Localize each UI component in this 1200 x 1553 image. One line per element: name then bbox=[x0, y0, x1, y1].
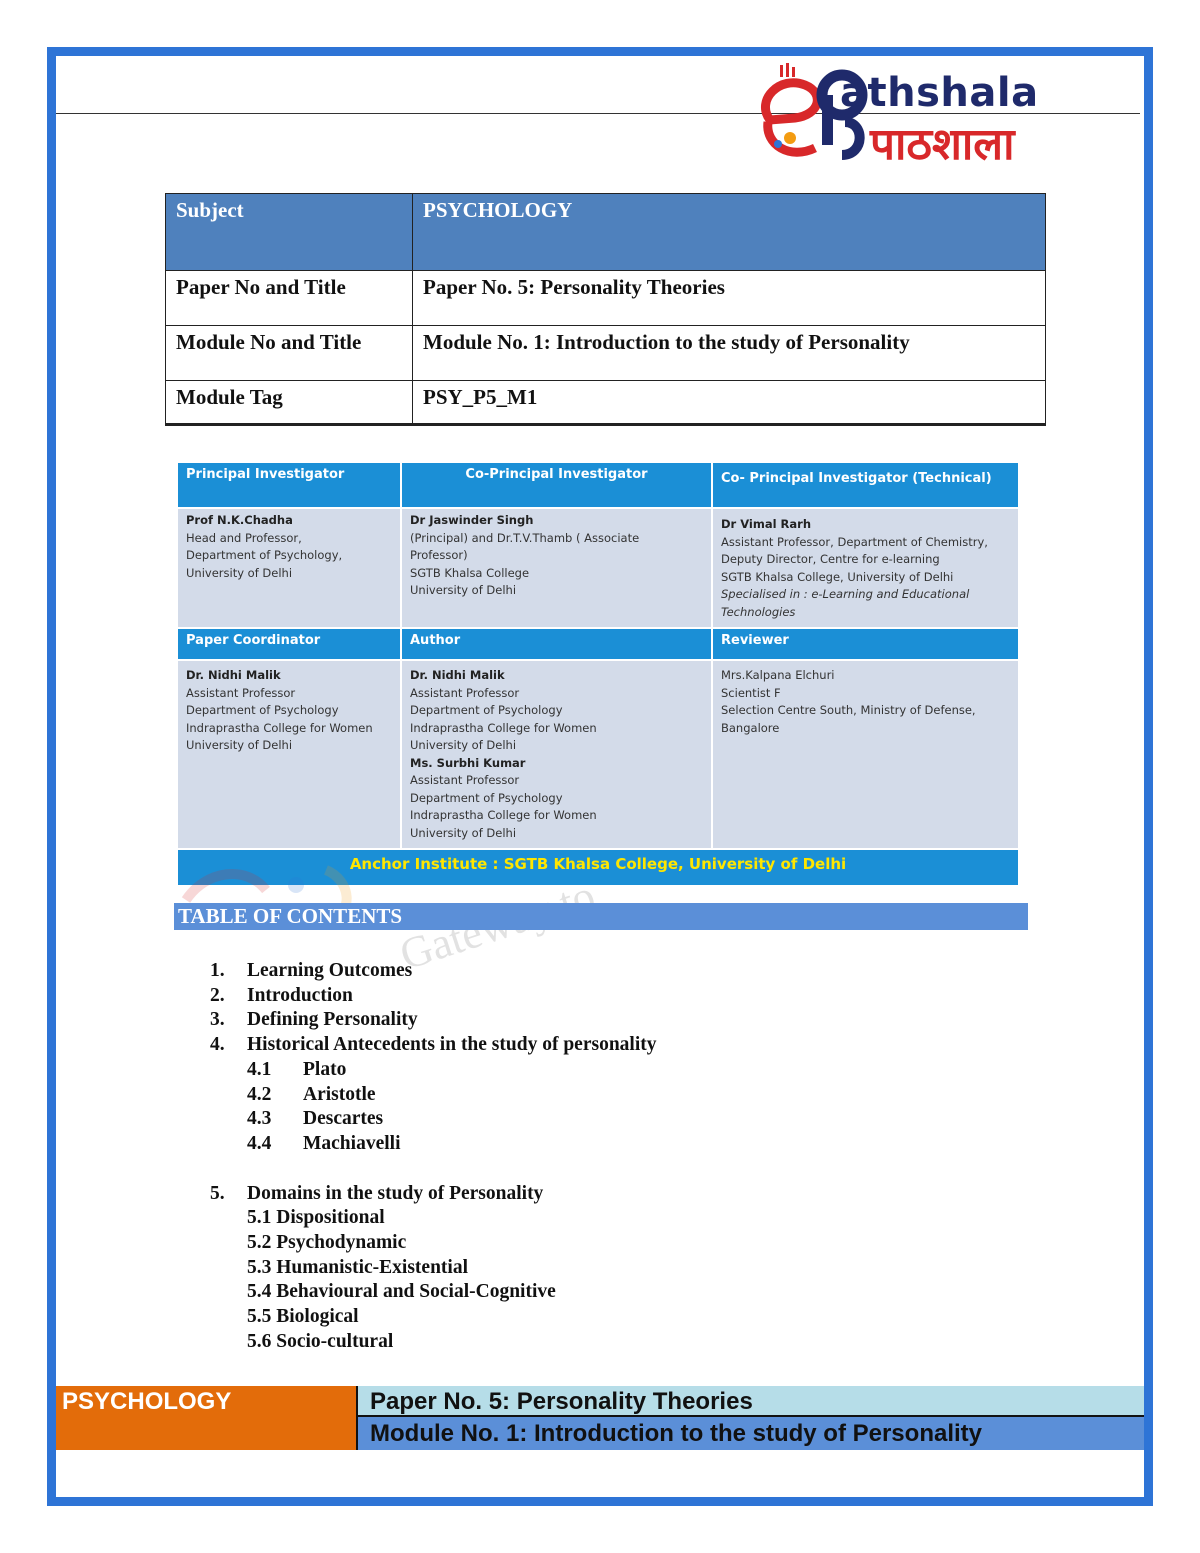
copi-tech-line: Deputy Director, Centre for e-learning bbox=[721, 552, 940, 566]
co-author-line: Indraprastha College for Women bbox=[410, 808, 597, 822]
table-of-contents bbox=[210, 959, 657, 1355]
pi-line: Department of Psychology, bbox=[186, 548, 343, 562]
co-author-line: Department of Psychology bbox=[410, 790, 563, 805]
toc-subitem[interactable] bbox=[210, 1083, 657, 1108]
author-name: Dr. Nidhi Malik bbox=[410, 668, 505, 682]
pi-line: University of Delhi bbox=[186, 565, 293, 580]
footer-subject: PSYCHOLOGY bbox=[56, 1386, 356, 1450]
row-label: Subject bbox=[166, 194, 413, 271]
toc-subitem-text: Descartes bbox=[303, 1108, 384, 1130]
toc-item-number: 2. bbox=[210, 984, 225, 1006]
toc-subitem[interactable] bbox=[210, 1132, 657, 1157]
copi-cell bbox=[401, 508, 712, 628]
author-heading: Author bbox=[401, 628, 712, 660]
toc-subitem[interactable]: 5.3 Humanistic-Existential bbox=[247, 1256, 469, 1278]
page-footer bbox=[56, 1386, 1144, 1450]
copi-tech-name: Dr Vimal Rarh bbox=[721, 517, 812, 531]
row-value: Paper No. 5: Personality Theories bbox=[413, 271, 1046, 326]
toc-item-text: Historical Antecedents in the study of personality bbox=[247, 1034, 657, 1056]
anchor-institute: Anchor Institute : SGTB Khalsa College, University of Delhi bbox=[177, 849, 1019, 886]
author-line: Assistant Professor bbox=[410, 685, 520, 700]
list-item[interactable] bbox=[210, 959, 657, 984]
pi-cell bbox=[177, 508, 401, 628]
copi-heading: Co-Principal Investigator bbox=[401, 462, 712, 508]
copi-tech-heading: Co- Principal Investigator (Technical) bbox=[712, 462, 1019, 508]
table-row bbox=[166, 381, 1046, 425]
copi-line: SGTB Khalsa College bbox=[410, 565, 530, 580]
co-author-line: Assistant Professor bbox=[410, 773, 520, 787]
credits-table bbox=[176, 461, 1020, 887]
toc-subitem-number: 4.4 bbox=[247, 1132, 272, 1154]
author-line: Department of Psychology bbox=[410, 703, 563, 717]
pi-heading: Principal Investigator bbox=[177, 462, 401, 508]
toc-item-text: Defining Personality bbox=[247, 1009, 418, 1031]
toc-subitem-text: Machiavelli bbox=[303, 1132, 401, 1154]
pi-line: Head and Professor, bbox=[186, 530, 302, 545]
coordinator-line: Indraprastha College for Women bbox=[186, 720, 373, 735]
toc-item-number: 1. bbox=[210, 960, 225, 981]
toc-spacer bbox=[210, 1157, 657, 1182]
reviewer-heading: Reviewer bbox=[712, 628, 1019, 660]
reviewer-line: Scientist F bbox=[721, 685, 781, 700]
toc-subitem[interactable]: 5.2 Psychodynamic bbox=[247, 1232, 407, 1254]
footer-module: Module No. 1: Introduction to the study of Personality bbox=[356, 1417, 1144, 1450]
coordinator-line: Assistant Professor bbox=[186, 685, 296, 700]
copi-tech-line: Assistant Professor, Department of Chemistry, bbox=[721, 534, 988, 549]
credits-body-row bbox=[177, 660, 1019, 849]
toc-subitem[interactable] bbox=[210, 1058, 657, 1083]
row-value: PSY_P5_M1 bbox=[413, 381, 1046, 425]
copi-tech-line: SGTB Khalsa College, University of Delhi bbox=[721, 569, 954, 584]
toc-subitem[interactable]: 5.6 Socio-cultural bbox=[247, 1330, 394, 1352]
coordinator-cell bbox=[177, 660, 401, 849]
list-item[interactable] bbox=[210, 1182, 657, 1207]
toc-subitem[interactable]: 5.5 Biological bbox=[247, 1306, 359, 1328]
copi-line: University of Delhi bbox=[410, 583, 517, 597]
table-row bbox=[166, 271, 1046, 326]
toc-item-number: 5. bbox=[210, 1182, 225, 1204]
coordinator-line: University of Delhi bbox=[186, 738, 293, 752]
reviewer-name: Mrs.Kalpana Elchuri bbox=[721, 668, 835, 682]
row-label: Paper No and Title bbox=[166, 271, 413, 326]
copi-tech-cell bbox=[712, 508, 1019, 628]
table-row bbox=[166, 194, 1046, 271]
row-label: Module Tag bbox=[166, 381, 413, 425]
row-value: Module No. 1: Introduction to the study of Personality bbox=[413, 326, 1046, 381]
coordinator-heading: Paper Coordinator bbox=[177, 628, 401, 660]
co-author-line: University of Delhi bbox=[410, 825, 517, 840]
toc-heading: TABLE OF CONTENTS bbox=[174, 903, 1028, 930]
logo-hindi-text: पाठशाला bbox=[870, 119, 1015, 170]
credits-header-row bbox=[177, 462, 1019, 508]
toc-subitem[interactable]: 5.4 Behavioural and Social-Cognitive bbox=[247, 1281, 556, 1303]
author-line: Indraprastha College for Women bbox=[410, 720, 597, 735]
subject-info-table bbox=[165, 193, 1046, 426]
reviewer-line: Selection Centre South, Ministry of Defense, bbox=[721, 703, 976, 717]
toc-subitem[interactable]: 5.1 Dispositional bbox=[247, 1207, 385, 1229]
toc-subitem-number: 4.1 bbox=[247, 1058, 272, 1080]
copi-tech-specialisation: Technologies bbox=[721, 604, 796, 619]
pi-name: Prof N.K.Chadha bbox=[186, 513, 293, 527]
author-line: University of Delhi bbox=[410, 738, 517, 752]
footer-paper: Paper No. 5: Personality Theories bbox=[356, 1386, 1144, 1417]
epathshala-logo bbox=[750, 60, 1110, 170]
toc-subitem[interactable] bbox=[210, 1107, 657, 1132]
toc-item-text: Learning Outcomes bbox=[247, 960, 413, 981]
co-author-name: Ms. Surbhi Kumar bbox=[410, 755, 526, 770]
logo-latin-text: athshala bbox=[840, 70, 1039, 116]
toc-item-text: Introduction bbox=[247, 984, 353, 1006]
toc-subitem-text: Aristotle bbox=[303, 1083, 376, 1105]
list-item[interactable] bbox=[210, 984, 657, 1009]
copi-line: (Principal) and Dr.T.V.Thamb ( Associate bbox=[410, 530, 640, 545]
author-cell bbox=[401, 660, 712, 849]
toc-item-number: 3. bbox=[210, 1009, 225, 1031]
coordinator-line: Department of Psychology bbox=[186, 703, 339, 717]
reviewer-line: Bangalore bbox=[721, 720, 780, 735]
reviewer-cell bbox=[712, 660, 1019, 849]
toc-item-number: 4. bbox=[210, 1034, 225, 1056]
copi-tech-specialisation: Specialised in : e-Learning and Educational bbox=[721, 587, 970, 601]
credits-header-row bbox=[177, 628, 1019, 660]
coordinator-name: Dr. Nidhi Malik bbox=[186, 668, 281, 682]
row-value: PSYCHOLOGY bbox=[413, 194, 1046, 271]
copi-name: Dr Jaswinder Singh bbox=[410, 513, 534, 527]
row-label: Module No and Title bbox=[166, 326, 413, 381]
list-item[interactable] bbox=[210, 1033, 657, 1058]
credits-body-row bbox=[177, 508, 1019, 628]
list-item[interactable] bbox=[210, 1008, 657, 1033]
copi-line: Professor) bbox=[410, 548, 468, 562]
toc-subitem-text: Plato bbox=[303, 1058, 347, 1080]
toc-item-text: Domains in the study of Personality bbox=[247, 1182, 544, 1204]
toc-subitem-number: 4.3 bbox=[247, 1108, 272, 1130]
table-row bbox=[166, 326, 1046, 381]
toc-subitem-number: 4.2 bbox=[247, 1083, 272, 1105]
